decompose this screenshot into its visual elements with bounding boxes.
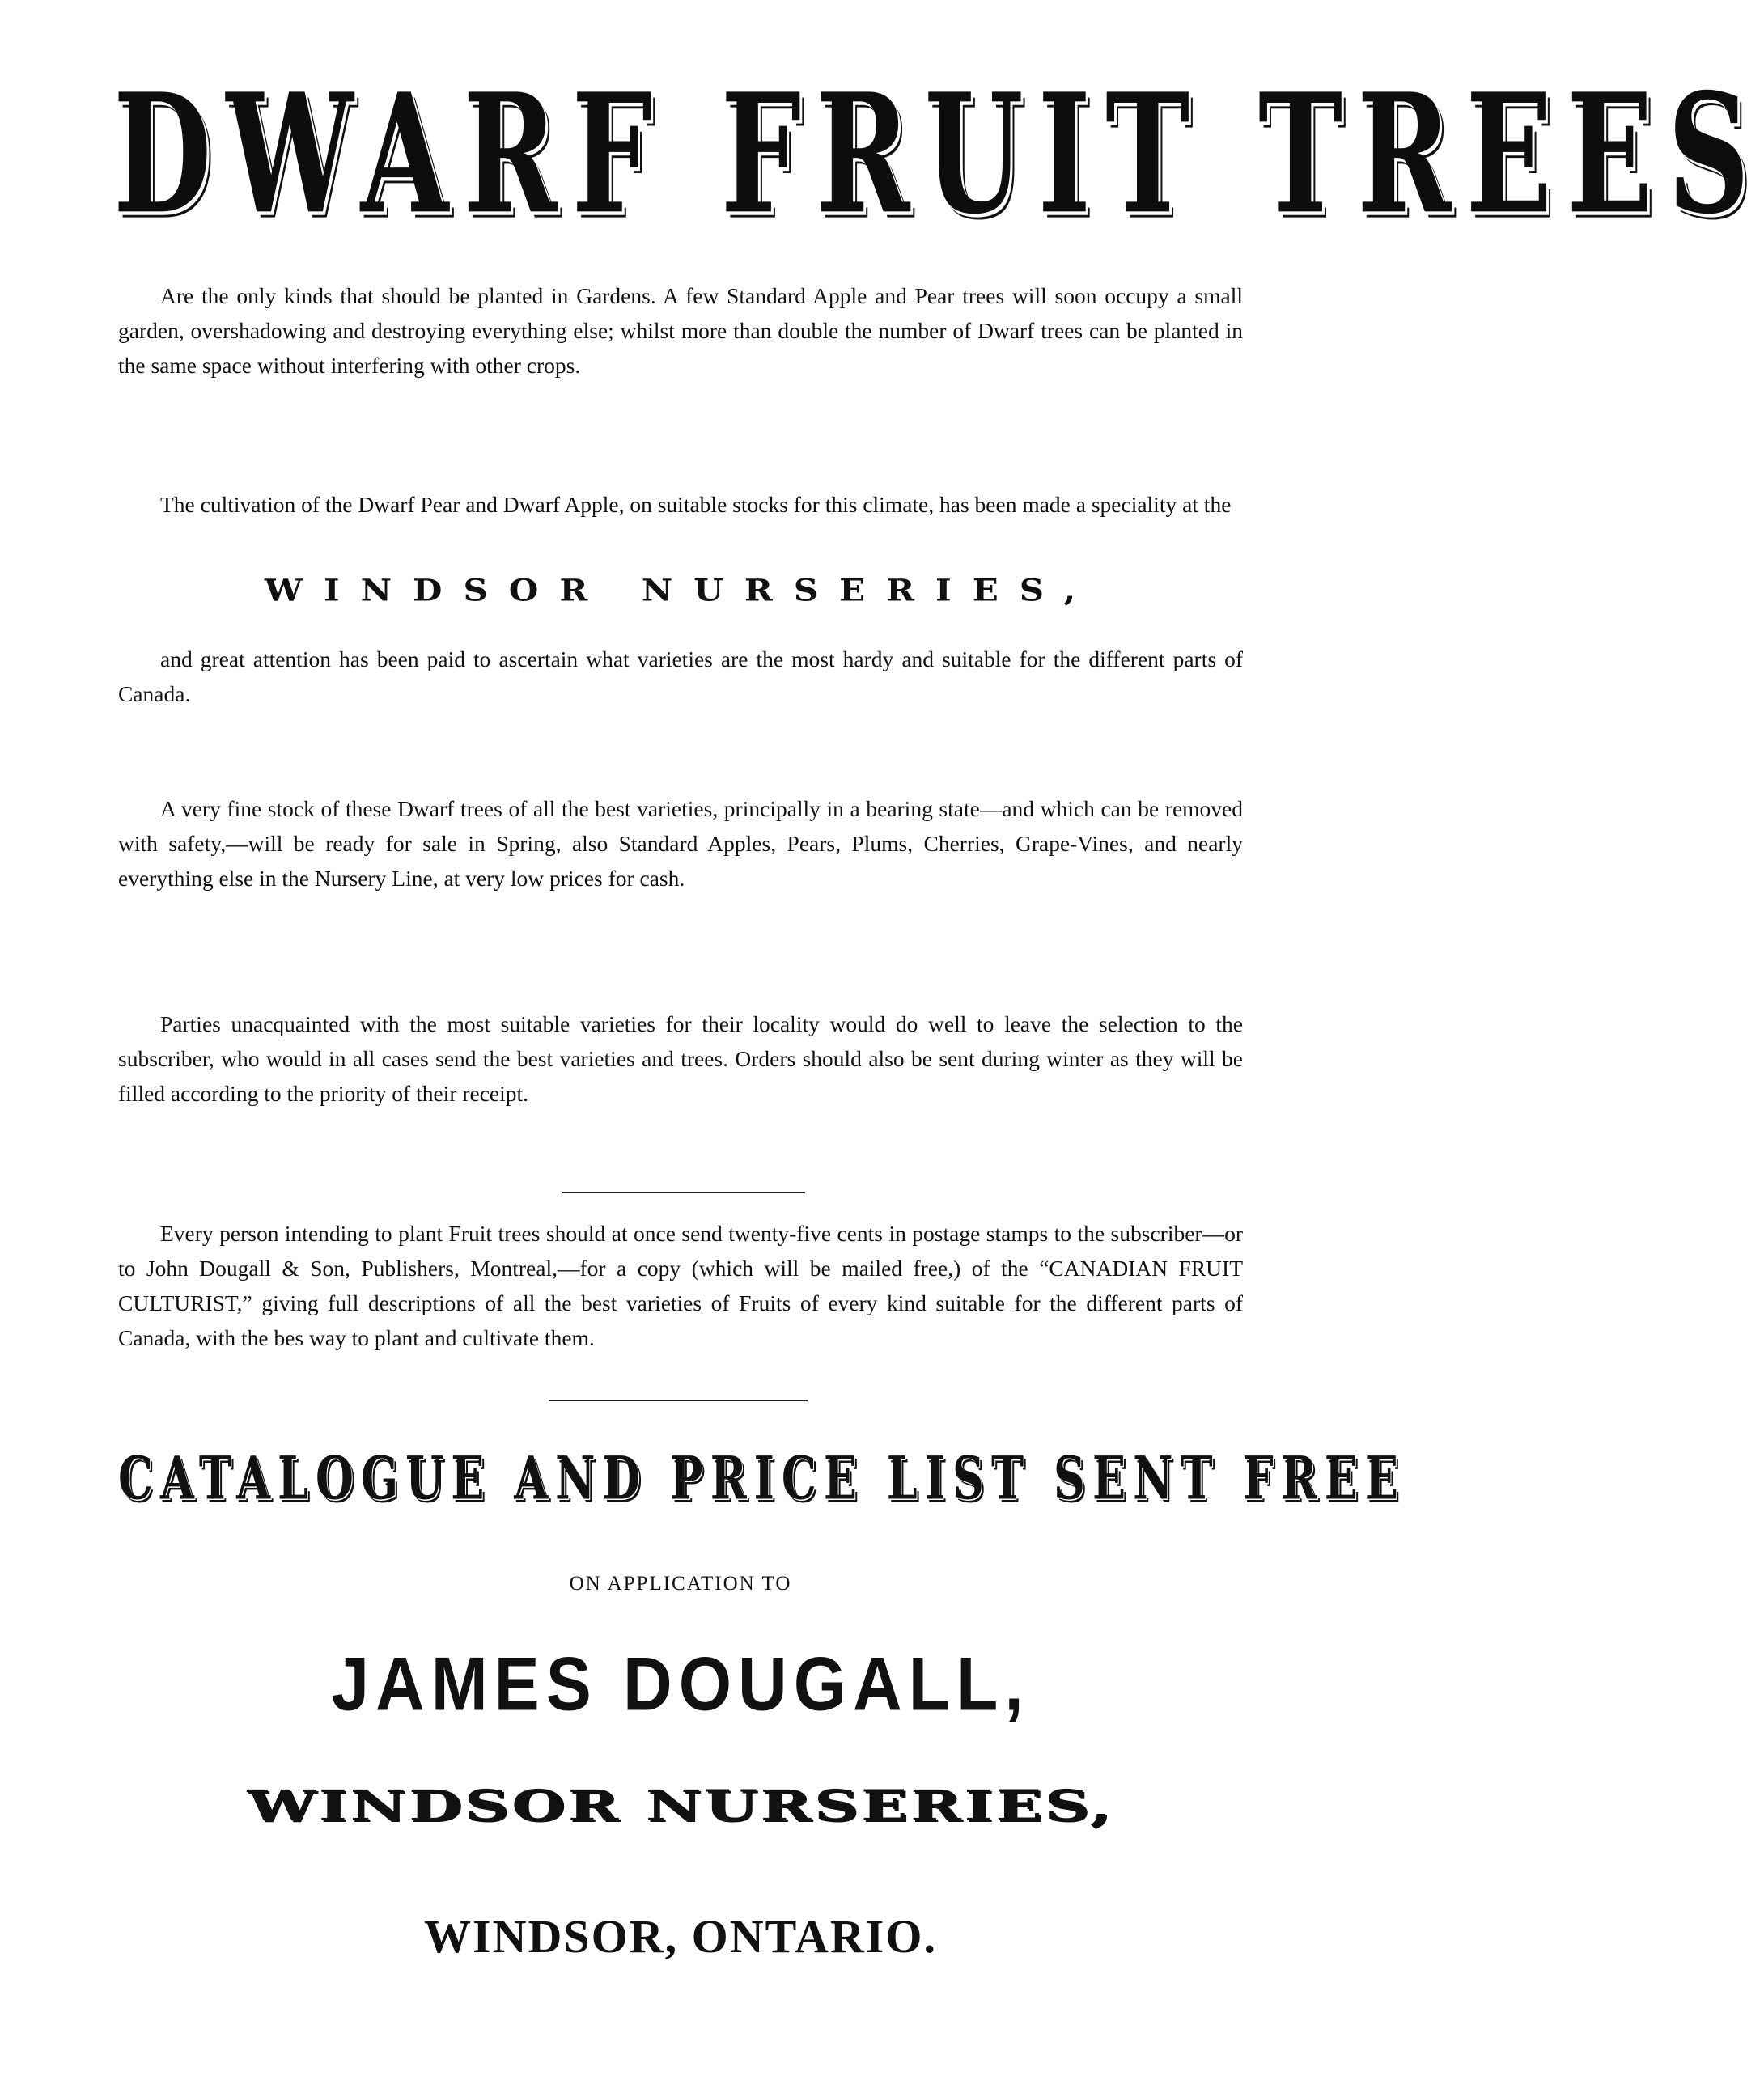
culturist-paragraph: Every person intending to plant Fruit trees should at once send twenty-five cents in postage stamps to the subscriber—or to John Dougall & Son, Publishers, Montreal,—for a copy (which will be mailed free,) of the “CANADIAN FRUIT CULTURIST,” giving full descriptions of all the best varieties of Fruits of every kind suitable for the different parts of Canada, with the bes way to plant and cultivate them. xyxy=(118,1221,1243,1350)
headline: DWARF FRUIT TREES xyxy=(113,58,1764,252)
application-line: ON APPLICATION TO xyxy=(569,1573,792,1595)
selection-paragraph: Parties unacquainted with the most suitable varieties for their locality would do well to leave the selection to the subscriber, who would in all cases send the best varieties and trees. Orders should also be sent during winter as they will be filled according to the priority of their receipt. xyxy=(118,1011,1243,1106)
cultivation-paragraph: The cultivation of the Dwarf Pear and Dwarf Apple, on suitable stocks for this climate, has been made a speciality at the xyxy=(160,492,1232,517)
nurseries-footer: WINDSOR NURSERIES, xyxy=(247,1781,1114,1832)
intro-paragraph: Are the only kinds that should be planted in Gardens. A few Standard Apple and Pear trees will soon occupy a small garden, overshadowing and destroying everything else; whilst more than double the number of Dwarf trees can be planted in the same space without interfering with other crops. xyxy=(118,283,1243,378)
varieties-paragraph: and great attention has been paid to ascertain what varieties are the most hardy and suitable for the different parts of Canada. xyxy=(118,646,1243,706)
catalogue-heading: CATALOGUE AND PRICE LIST SENT FREE xyxy=(118,1442,1406,1514)
divider xyxy=(562,1192,805,1193)
location: WINDSOR, ONTARIO. xyxy=(424,1910,937,1963)
divider xyxy=(549,1400,808,1401)
proprietor-name: JAMES DOUGALL, xyxy=(331,1641,1030,1726)
stock-paragraph: A very fine stock of these Dwarf trees of all the best varieties, principally in a bearing state—and which can be removed with safety,—will be ready for sale in Spring, also Standard Apples, Pears, Plums, Cherries, Grape-Vines, and nearly everything else in the Nursery Line, at very low prices for cash. xyxy=(118,796,1243,891)
nurseries-heading: WINDSOR NURSERIES, xyxy=(264,572,1097,608)
